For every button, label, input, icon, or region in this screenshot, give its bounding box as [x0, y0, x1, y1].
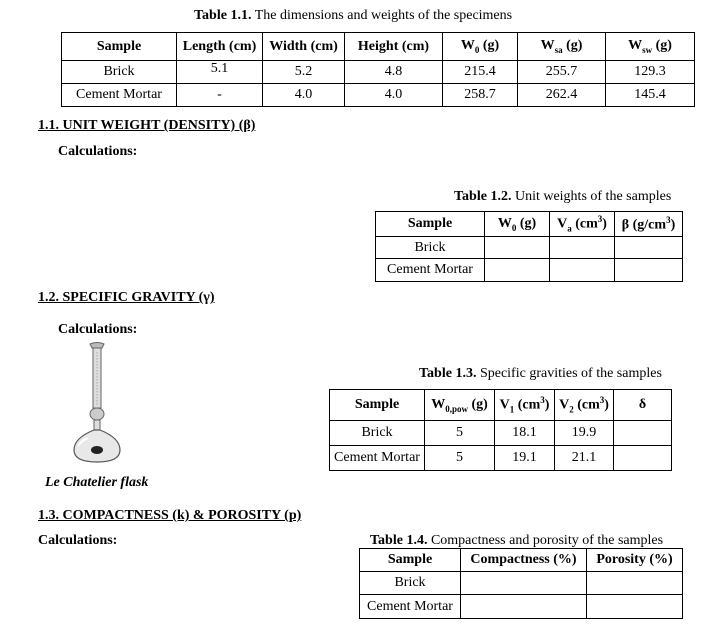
cell: 19.1 [495, 446, 555, 471]
header-porosity: Porosity (%) [587, 549, 683, 572]
cell: 215.4 [443, 61, 518, 84]
cell: 5.2 [263, 61, 345, 84]
unit-weights-table [375, 211, 683, 282]
cell [461, 572, 587, 595]
table-row [360, 595, 683, 619]
header-v1: $V_1$ $(cm^3)$ [495, 390, 555, 421]
flask-caption: Le Chatelier flask [45, 475, 149, 490]
cell: Brick [376, 237, 485, 259]
table2-caption: Table 1.2. Unit weights of the samples [454, 189, 672, 204]
header-va: $V_a$ $(cm^3)$ [550, 212, 615, 237]
cell: 4.0 [263, 84, 345, 107]
table-row [376, 237, 683, 259]
cell: 5 [425, 421, 495, 446]
cell: 4.0 [345, 84, 443, 107]
compactness-porosity-table [359, 548, 683, 619]
cell: 19.9 [555, 421, 614, 446]
header-length: Length (cm) [177, 33, 263, 61]
cell: 258.7 [443, 84, 518, 107]
table3-caption: Table 1.3. Specific gravities of the samples [419, 366, 662, 381]
header-compactness: Compactness (%) [461, 549, 587, 572]
cell: Brick [330, 421, 425, 446]
cell [614, 446, 672, 471]
header-sample: Sample [360, 549, 461, 572]
table1-caption: Table 1.1. The dimensions and weights of the specimens [194, 8, 513, 23]
table4-caption: Table 1.4. Compactness and porosity of the samples [370, 533, 664, 548]
cell: Cement Mortar [330, 446, 425, 471]
cell [485, 259, 550, 282]
section-compactness-porosity-title: 1.3. COMPACTNESS (k) & POROSITY (p) [38, 508, 302, 523]
cell: 5.1 [177, 61, 263, 84]
table-row [62, 84, 695, 107]
header-wsa: $W_{sa}$ (g) [518, 33, 606, 61]
header-sample: Sample [330, 390, 425, 421]
cell: Cement Mortar [360, 595, 461, 619]
header-beta: β $(g/cm^3)$ [615, 212, 683, 237]
table-row [330, 421, 672, 446]
cell [587, 595, 683, 619]
header-width: Width (cm) [263, 33, 345, 61]
cell [615, 237, 683, 259]
cell: Brick [360, 572, 461, 595]
table-row [376, 259, 683, 282]
header-delta: δ [614, 390, 672, 421]
header-wsw: $W_{sw}$ (g) [606, 33, 695, 61]
cell: 262.4 [518, 84, 606, 107]
cell: 129.3 [606, 61, 695, 84]
le-chatelier-flask-icon [66, 342, 128, 466]
header-w0pow: $W_{0,pow}$ (g) [425, 390, 495, 421]
cell: Cement Mortar [376, 259, 485, 282]
cell [485, 237, 550, 259]
dimensions-table [61, 32, 695, 107]
header-w0: $W_0$ (g) [443, 33, 518, 61]
cell: 18.1 [495, 421, 555, 446]
cell: 5 [425, 446, 495, 471]
cell: 255.7 [518, 61, 606, 84]
table-row [330, 446, 672, 471]
header-sample: Sample [62, 33, 177, 61]
calculations-label: Calculations: [58, 144, 138, 159]
header-height: Height (cm) [345, 33, 443, 61]
header-v2: $V_2$ $(cm^3)$ [555, 390, 614, 421]
specific-gravity-table [329, 389, 672, 471]
section-unit-weight-title: 1.1. UNIT WEIGHT (DENSITY) (β) [38, 118, 256, 133]
calculations-label: Calculations: [38, 533, 118, 548]
table-row [62, 61, 695, 84]
cell: 145.4 [606, 84, 695, 107]
section-specific-gravity-title: 1.2. SPECIFIC GRAVITY (γ) [38, 290, 215, 305]
cell: Brick [62, 61, 177, 84]
cell [461, 595, 587, 619]
cell [615, 259, 683, 282]
cell [550, 237, 615, 259]
header-w0: $W_0$ (g) [485, 212, 550, 237]
cell [550, 259, 615, 282]
cell: 21.1 [555, 446, 614, 471]
cell [587, 572, 683, 595]
cell: 4.8 [345, 61, 443, 84]
header-sample: Sample [376, 212, 485, 237]
cell: Cement Mortar [62, 84, 177, 107]
table-row [360, 572, 683, 595]
cell: - [177, 84, 263, 107]
cell [614, 421, 672, 446]
calculations-label: Calculations: [58, 322, 138, 337]
